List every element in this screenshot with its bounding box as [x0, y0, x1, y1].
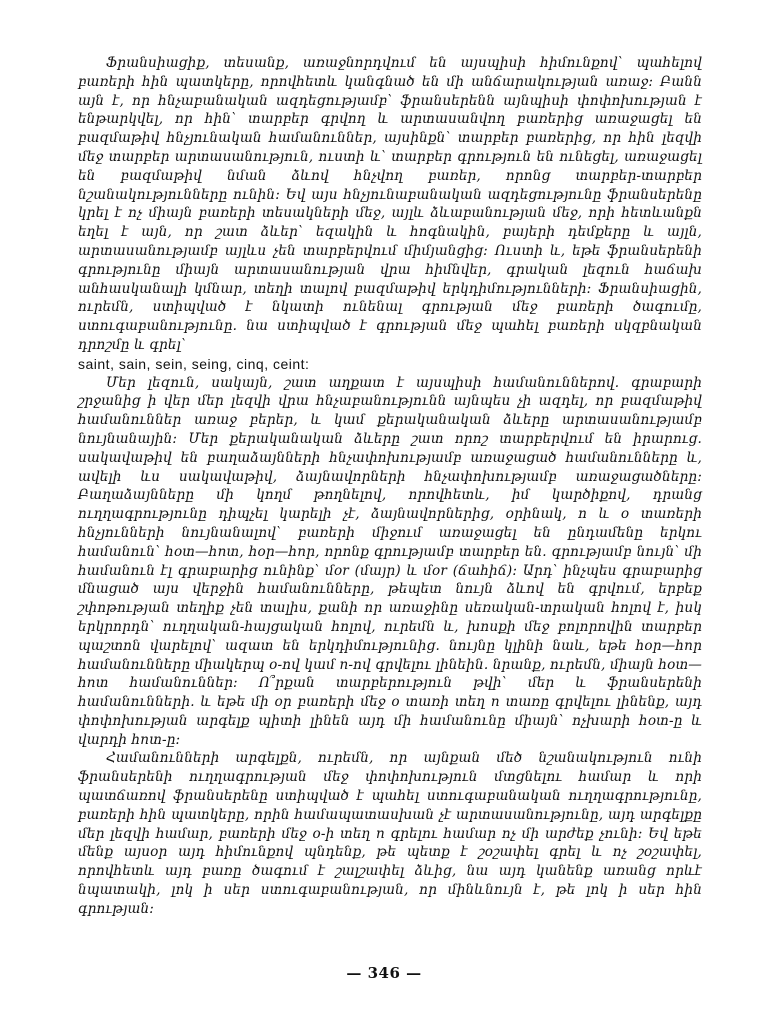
french-example-words: saint, sain, sein, seing, cinq, ceint: — [78, 355, 310, 372]
paragraph-1: Ֆրանսիացիք, տեսանք, առաջնորդվում են այսպիսի հիմունքով՝ պահելով բառերի հին պատկերը, որովհետև կանգնած են մի անճարակության առաջ։ Բանն այն է, որ հնչաբանական ազդեցությամբ՝ ֆրանսերենն այնպիսի փոփոխության է ենթարկվել, որ հին՝ տարբեր գրվող և արտասանվող բառերից առաջացել են բազմաթիվ հնչյունական համանուններ, այսինքն՝ տարբեր բառերից, որ հին լեզվի մեջ տարբեր արտասանություն, ուստի և՝ տարբեր գրություն են ունեցել, առաջացել են բազմաթիվ նման ձևով հնչվող բառեր, որոնց տարբեր-տարբեր նշանակությունները ունին։ Եվ այս հնչյունաբանական ազդեցությունը ֆրանսերենը կրել է ոչ միայն բառերի տեսակների մեջ, այլև ձևաբանության մեջ, որի հետևանքն եղել է այն, որ շատ ձևեր՝ եզակին և հոգնակին, բայերի դեմքերը և այլն, արտասանությամբ այլևս չեն տարբերվում միմյանցից։ Ուստի և, եթե ֆրանսերենի գրությունը միայն արտասանության վրա հիմնվեր, գրական լեզուն հաճախ անհասկանալի կմնար, տեղի տալով բազմաթիվ երկդիմությունների։ Ֆրանսիացին, ուրեմն, ստիպված է նկատի ունենալ գրության մեջ բառերի ծագումը, ստուգաբանությունը. նա ստիպված է գրության մեջ պահել բառերի սկզբնական դրոշմը և գրել՝ — [78, 55, 702, 353]
paragraph-3: Համանունների արգելքն, ուրեմն, որ այնքան մեծ նշանակություն ունի ֆրանսերենի ուղղագրության մեջ փոփոխություն մտցնելու համար և որի պատճառով ֆրանսերենը ստիպված է պահել ստուգաբանական ուղղագրությունը, բառերի հին պատկերը, որին համապատասխան չէ արտասանությունը, այդ արգելքը մեր լեզվի համար, բառերի մեջ o-ի տեղ n գրելու համար ոչ մի արժեք չունի։ Եվ եթե մենք այսօր այդ հիմունքով պնդենք, թե պետք է շօշափել գրել և ոչ շօշափել, որովհետև այդ բառը ծագում է շալշափել ձևից, նա այդ կանենք առանց որևէ նպատակի, լոկ ի սեր ստուգաբանության, որ մինևնույն է, թե լոկ ի սեր հին գրության։ — [78, 750, 702, 917]
paragraph-2: Մեր լեզուն, սակայն, շատ աղքատ է այսպիսի համանուններով. գրաբարի շրջանից ի վեր մեր լեզվի վրա հնչաբանությունն այնպես չի ազդել, որ բազմաթիվ համանուններ առաջ բերեր, և կամ քերականական ձևերը արտասանությամբ նույնանային։ Մեր քերականական ձևերը շատ որոշ տարբերվում են իրարուց. սակավաթիվ են բաղաձայնների հնչափոխությամբ առաջացած համանունները և, ավելի ևս սակավաթիվ, ձայնավորների հնչափոխությամբ առաջացածները։ Բաղաձայնները մի կողմ թողնելով, որովհետև, իմ կարծիքով, դրանց ուղղագրությունը դիպչել կարելի չէ, ձայնավորներից, օրինակ, ո և օ տառերի հնչյունների նույնանալով՝ բառերի միջում առաջացել են ընդամենը երկու համանուն՝ հoտ—հnտ, հoր—հnր, որոնք գրությամբ տարբեր են. գրությամբ նույն՝ մի համանուն էլ գրաբարից ունինք՝ մor (մայր) և մor (ճահիճ)։ Արդ՝ ինչպես գրաբարից մնացած այս վերջին համանունները, թեպետ նույն ձևով են գրվում, երբեք շփոթության տեղիք չեն տալիս, քանի որ առաջինը սեռական-տրական հոլով է, իսկ երկրորդն՝ ուղղական-հայցական հոլով, ուրեմն և, խոսքի մեջ բոլորովին տարբեր պաշտոն վարելով՝ ազատ են երկդիմությունից. նույնը կլինի նաև, եթե հoր—հnր համանունները միակերպ o-ով կամ n-ով գրվելու լինեին. նրանք, ուրեմն, միայն հoտ—հnտ համանուններ։ Ո՞րքան տարբերություն թվի՝ մեր և ֆրանսերենի համանունների. և եթե մի օր բառերի մեջ o տառի տեղ n տառը գրվելու լինենք, այդ փոփոխության արգելք պիտի լինեն այդ մի համանունը միայն՝ ոչխարի հoտ-ը և վարդի հnտ-ը։ — [78, 374, 702, 748]
page-number: — 346 — — [346, 964, 422, 982]
page-body-text — [78, 54, 702, 919]
